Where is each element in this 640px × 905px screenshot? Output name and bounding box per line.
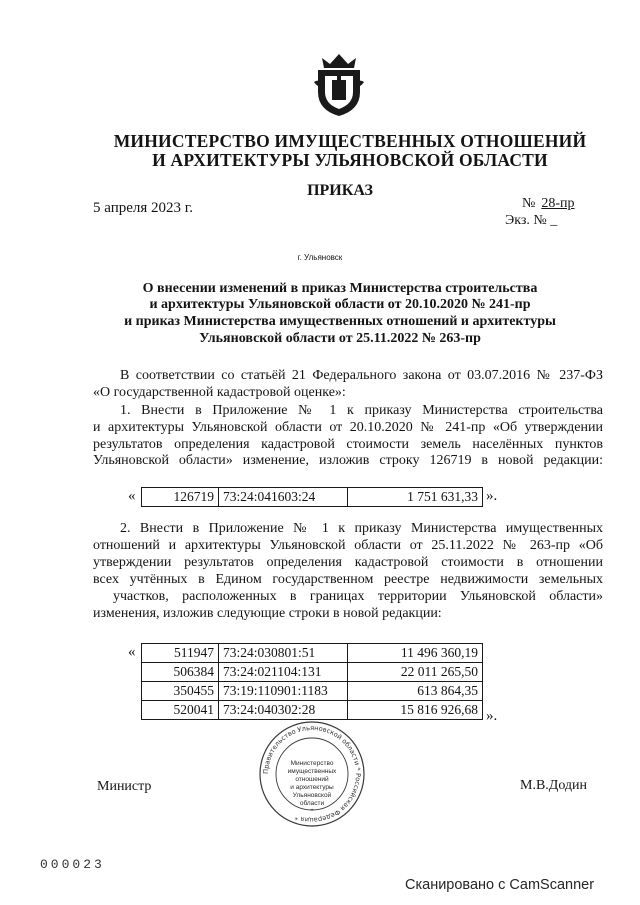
seal-center-line6: области [299, 800, 325, 807]
table-row [142, 682, 483, 701]
subject-line3: и приказ Министерства имущественных отношений и архитектуры [124, 314, 556, 329]
table-row [142, 663, 483, 682]
copy-number: Экз. № _ [505, 213, 558, 228]
subject-line1: О внесении изменений в приказ Министерства строительства [142, 281, 538, 296]
cadastral-number: 73:24:041603:24 [219, 488, 348, 507]
signatory-name: М.В.Додин [520, 778, 588, 793]
cadastral-number: 73:24:040302:28 [219, 701, 348, 720]
seal-center-line7: * [310, 808, 314, 815]
document-serial-number: 000023 [40, 857, 105, 872]
city-label: г. Ульяновск [297, 253, 343, 262]
cadastral-number: 73:19:110901:1183 [219, 682, 348, 701]
intro-line1: В соответствии со статьёй 21 Федерального закона от 03.07.2016 № 237-ФЗ [120, 368, 603, 383]
scanner-watermark: Сканировано с CamScanner [405, 877, 595, 893]
seal-center-line1: Министерство [290, 760, 334, 767]
ministry-name-line2: И АРХИТЕКТУРЫ УЛЬЯНОВСКОЙ ОБЛАСТИ [152, 150, 548, 170]
subject-line4: Ульяновской области от 25.11.2022 № 263-пр [199, 331, 481, 346]
ministry-name-line1: МИНИСТЕРСТВО ИМУЩЕСТВЕННЫХ ОТНОШЕНИЙ [113, 131, 587, 151]
row-code: 511947 [142, 644, 219, 663]
cadastral-value: 11 496 360,19 [348, 644, 483, 663]
table-row [142, 701, 483, 720]
paragraph1-line2: и архитектуры Ульяновской области от 20.10.2020 № 241-пр «Об утверждении [93, 420, 603, 435]
table-row [142, 644, 483, 663]
paragraph2-line2: отношений и архитектуры Ульяновской области от 25.11.2022 № 263-пр «Об [93, 538, 603, 553]
signatory-title: Министр [97, 779, 152, 794]
row-code: 520041 [142, 701, 219, 720]
quote-close: ». [486, 488, 498, 504]
quote-open: « [128, 488, 136, 504]
number-value: 28-пр [541, 196, 575, 211]
paragraph2-line1: 2. Внести в Приложение № 1 к приказу Министерства имущественных [120, 521, 603, 536]
cadastral-value: 15 816 926,68 [348, 701, 483, 720]
document-number [522, 196, 575, 212]
table-row126719 [141, 487, 483, 507]
cadastral-value: 613 864,35 [348, 682, 483, 701]
intro-line2: «О государственной кадастровой оценке»: [93, 385, 346, 400]
number-label: № [522, 196, 536, 211]
cadastral-number: 73:24:021104:131 [219, 663, 348, 682]
quote-close: ». [486, 708, 498, 724]
seal-center-line4: и архитектуры [290, 784, 334, 791]
paragraph2-line4: всех учтённых в Едином государственном реестре недвижимости земельных [93, 572, 603, 587]
coat-of-arms-icon [312, 52, 366, 118]
row-code: 126719 [142, 488, 219, 507]
seal-ring-path-text: Правительство Ульяновской области * Российская Федерация * [261, 723, 363, 825]
row-code: 506384 [142, 663, 219, 682]
paragraph2-line5: участков, расположенных в границах территории Ульяновской области» [113, 589, 603, 604]
cadastral-number: 73:24:030801:51 [219, 644, 348, 663]
seal-center-line3: отношений [295, 776, 329, 783]
paragraph2-line3: утверждении результатов определения кадастровой стоимости в отношении [93, 555, 603, 570]
document-type: ПРИКАЗ [307, 182, 373, 199]
paragraph1-line1: 1. Внести в Приложение № 1 к приказу Министерства строительства [120, 403, 603, 418]
cadastral-value: 22 011 265,50 [348, 663, 483, 682]
seal-center-line2: имущественных [287, 768, 337, 775]
paragraph1-line3: результатов определения кадастровой стоимости земель населённых пунктов [93, 437, 603, 452]
table-changed-rows [141, 643, 483, 720]
subject-line2: и архитектуры Ульяновской области от 20.10.2020 № 241-пр [149, 297, 531, 312]
document-date: 5 апреля 2023 г. [93, 200, 193, 216]
paragraph1-line4: Ульяновской области» изменение, изложив строку 126719 в новой редакции: [93, 453, 603, 468]
seal-center-line5: Ульяновской [292, 792, 332, 799]
paragraph2-line6: изменения, изложив следующие строки в новой редакции: [93, 606, 442, 621]
quote-open: « [128, 644, 136, 660]
row-code: 350455 [142, 682, 219, 701]
table-row [142, 488, 483, 507]
cadastral-value: 1 751 631,33 [348, 488, 483, 507]
